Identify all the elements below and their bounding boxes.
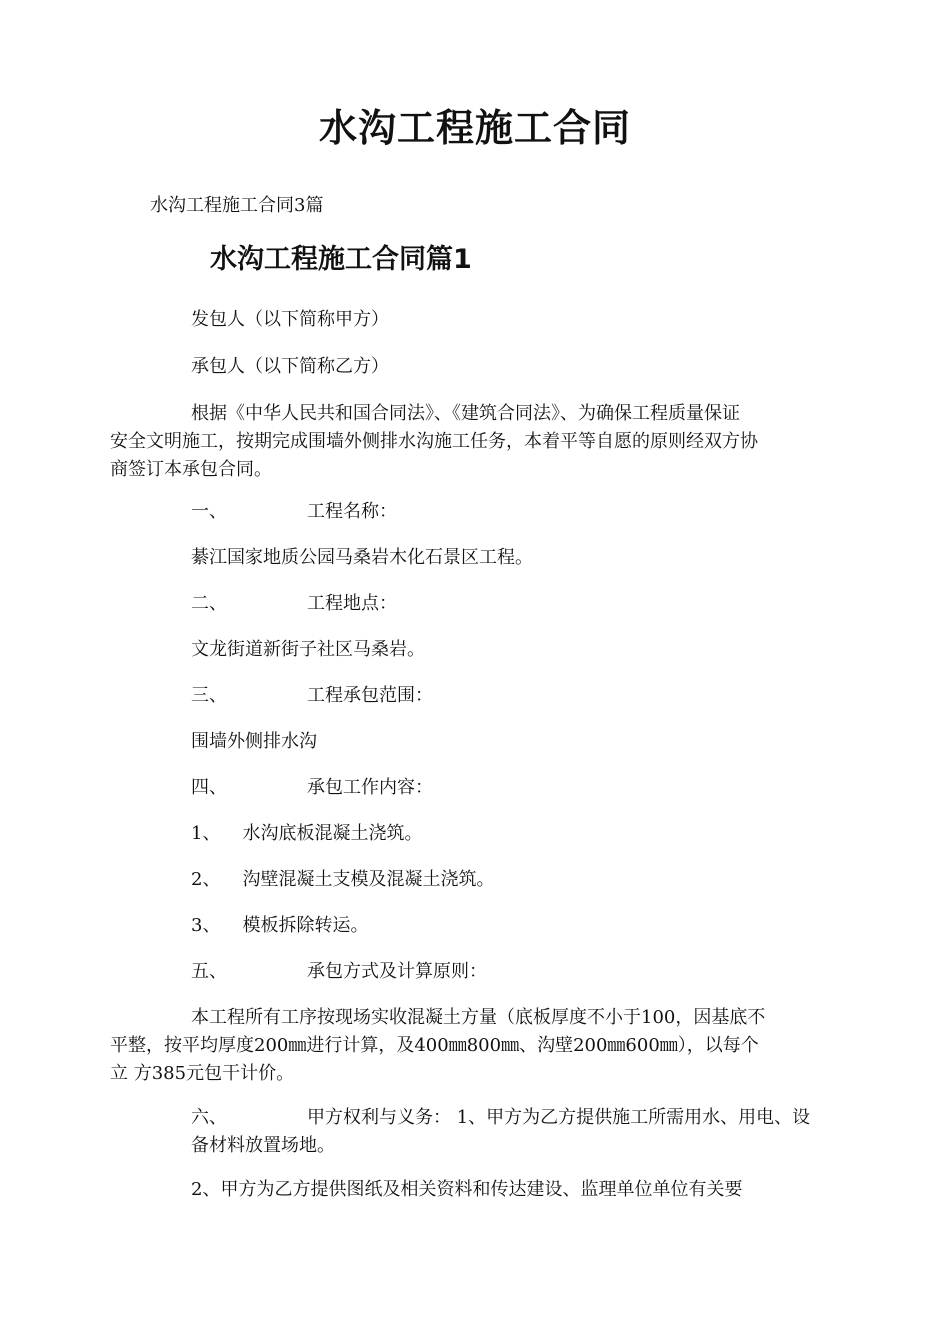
intro-line: 安全文明施工，按期完成围墙外侧排水沟施工任务，本着平等自愿的原则经双方协 [110,431,758,452]
work-item-text: 模板拆除转运。 [242,915,369,936]
item-heading-5 [191,958,487,986]
item-number: 五、 [191,961,227,982]
work-item-text: 水沟底板混凝土浇筑。 [242,823,423,844]
item-label: 承包方式及计算原则： [307,961,487,982]
item-heading-4 [191,774,433,802]
item6-line: 备材料放置场地。 [191,1135,335,1156]
work-item-number: 1、 [191,823,221,844]
calc-paragraph [110,1004,840,1088]
work-item [191,912,368,940]
employer-line: 发包人（以下简称甲方） [191,309,389,330]
contractor-line: 承包人（以下简称乙方） [191,356,389,377]
item-value-3: 围墙外侧排水沟 [191,731,317,752]
item-value-1: 綦江国家地质公园马桑岩木化石景区工程。 [191,547,533,568]
work-item-number: 2、 [191,869,221,890]
work-item [191,820,422,848]
document-title: 水沟工程施工合同 [318,106,631,150]
item6-text: 甲方权利与义务： 1、甲方为乙方提供施工所需用水、用电、设 [307,1107,811,1128]
item-label: 承包工作内容： [307,777,433,798]
item-heading-3 [191,682,433,710]
item-label: 工程名称： [307,501,397,522]
item-number: 二、 [191,593,227,614]
document-subtitle: 水沟工程施工合同3篇 [150,195,324,216]
item-value-2: 文龙街道新街子社区马桑岩。 [191,639,425,660]
intro-line: 根据《中华人民共和国合同法》、《建筑合同法》、为确保工程质量保证 [191,403,740,424]
item-number: 三、 [191,685,227,706]
item-number: 六、 [191,1107,227,1128]
work-item-text: 沟壁混凝土支模及混凝土浇筑。 [242,869,495,890]
work-item-number: 3、 [191,915,221,936]
work-item [191,866,494,894]
last-line: 2、甲方为乙方提供图纸及相关资料和传达建设、监理单位单位有关要 [191,1179,743,1200]
calc-line: 平整，按平均厚度200㎜进行计算，及400㎜800㎜、沟壁200㎜600㎜），以每个 [110,1035,759,1056]
item-heading-1 [191,498,397,526]
item-label: 工程承包范围： [307,685,433,706]
item-number: 一、 [191,501,227,522]
calc-line: 立 方385元包干计价。 [110,1063,295,1084]
calc-line: 本工程所有工序按现场实收混凝土方量（底板厚度不小于100，因基底不 [191,1007,766,1028]
item6-line [191,1104,841,1132]
intro-line: 商签订本承包合同。 [110,459,272,480]
item-heading-6 [191,1104,841,1160]
item-heading-2 [191,590,397,618]
intro-paragraph [110,400,840,484]
item-number: 四、 [191,777,227,798]
section-heading: 水沟工程施工合同篇1 [210,244,472,275]
item-label: 工程地点： [307,593,397,614]
